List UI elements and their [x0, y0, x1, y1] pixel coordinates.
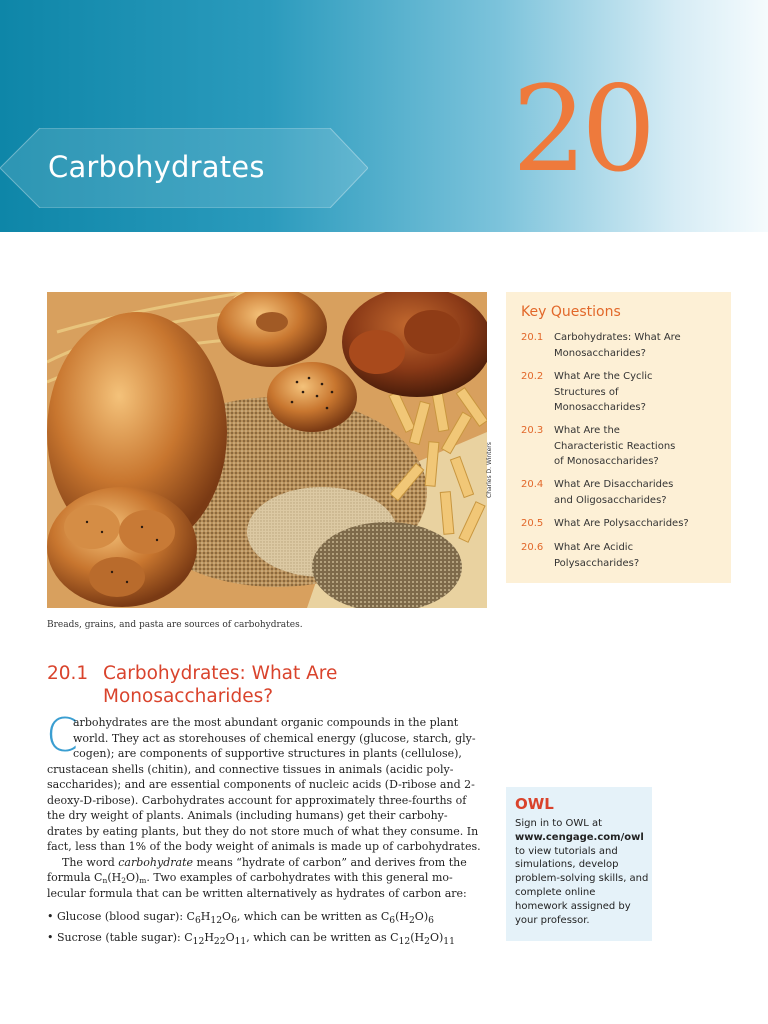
- key-question-item[interactable]: [521, 369, 653, 416]
- key-question-item[interactable]: [521, 516, 689, 532]
- body-line: fact, less than 1% of the body weight of animals is made up of carbohydrates.: [47, 840, 481, 853]
- section-title-line: Monosaccharides?: [103, 686, 274, 707]
- key-question-line: Monosaccharides?: [554, 402, 646, 413]
- key-question-line: Polysaccharides?: [554, 557, 640, 569]
- bullet-item-sucrose: • Sucrose (table sugar): $C_{12}H_{22}O_{11}$, which can be written as $C_{12}(H_2O)_{11}$: [47, 931, 455, 948]
- key-question-number: 20.5: [521, 518, 544, 529]
- key-question-line: What Are the: [554, 425, 620, 436]
- key-question-line: Carbohydrates: What Are: [554, 332, 681, 343]
- chapter-banner: [0, 0, 768, 232]
- key-question-line: Structures of: [554, 386, 619, 398]
- body-line: the dry weight of plants. Animals (including humans) get their carbohy-: [47, 809, 448, 822]
- owl-text: Sign in to OWL at www.cengage.com/owl to view tutorials and simulations, develop problem-solving skills, and complete online homework assigned by your professor.: [515, 818, 649, 926]
- body-line: arbohydrates are the most abundant organic compounds in the plant: [73, 716, 459, 729]
- key-questions-title: Key Questions: [521, 304, 621, 320]
- bread-grains-photo: [47, 292, 487, 608]
- key-question-item[interactable]: [521, 477, 673, 508]
- photo-credit: Charles D. Winters: [486, 442, 493, 498]
- key-question-number: 20.2: [521, 371, 544, 382]
- key-question-number: 20.1: [521, 332, 544, 343]
- key-question-line: What Are the Cyclic: [554, 371, 653, 382]
- key-questions-box: [506, 292, 731, 583]
- key-question-line: Monosaccharides?: [554, 347, 646, 359]
- body-line: The word carbohydrate means “hydrate of carbon” and derives from the: [62, 855, 467, 869]
- body-line: formula $C_n(H_2O)_m$. Two examples of carbohydrates with this general mo-: [47, 871, 453, 885]
- section-number: 20.1: [47, 663, 89, 684]
- owl-link[interactable]: www.cengage.com/owl: [515, 831, 644, 843]
- body-line: crustacean shells (chitin), and connective tissues in animals (acidic poly-: [47, 762, 454, 776]
- body-line: drates by eating plants, but they do not store much of what they consume. In: [47, 824, 479, 838]
- photo-caption: Breads, grains, and pasta are sources of carbohydrates.: [47, 620, 303, 630]
- chapter-title: Carbohydrates: [48, 150, 265, 184]
- key-question-line: and Oligosaccharides?: [554, 494, 667, 506]
- body-line: world. They act as storehouses of chemical energy (glucose, starch, gly-: [73, 731, 476, 745]
- section-title-line: Carbohydrates: What Are: [103, 663, 338, 684]
- section-title: [103, 662, 363, 708]
- key-question-item[interactable]: [521, 540, 639, 571]
- body-line: saccharides); and are essential components of nucleic acids (D-ribose and 2-: [47, 778, 475, 791]
- key-question-line: Characteristic Reactions: [554, 440, 676, 452]
- chapter-number: 20: [512, 60, 651, 198]
- key-question-number: 20.3: [521, 425, 544, 436]
- owl-logo: OWL: [515, 795, 554, 813]
- key-question-line: What Are Acidic: [554, 542, 634, 553]
- key-question-item[interactable]: [521, 423, 675, 470]
- drop-cap: C: [46, 708, 79, 762]
- body-line: cogen); are components of supportive structures in plants (cellulose),: [73, 747, 462, 760]
- body-line: deoxy-D-ribose). Carbohydrates account for approximately three-fourths of: [47, 793, 467, 807]
- key-question-line: What Are Disaccharides: [554, 479, 674, 490]
- body-line: lecular formula that can be written alternatively as hydrates of carbon are:: [47, 886, 467, 900]
- key-question-line: What Are Polysaccharides?: [554, 518, 689, 529]
- key-question-number: 20.4: [521, 479, 544, 490]
- key-question-item[interactable]: [521, 330, 681, 361]
- key-question-number: 20.6: [521, 542, 544, 553]
- bullet-item-glucose: • Glucose (blood sugar): $C_6H_{12}O_6$, which can be written as $C_6(H_2O)_6$: [47, 910, 434, 927]
- owl-sidebar: [506, 787, 652, 941]
- key-question-line: of Monosaccharides?: [554, 456, 659, 467]
